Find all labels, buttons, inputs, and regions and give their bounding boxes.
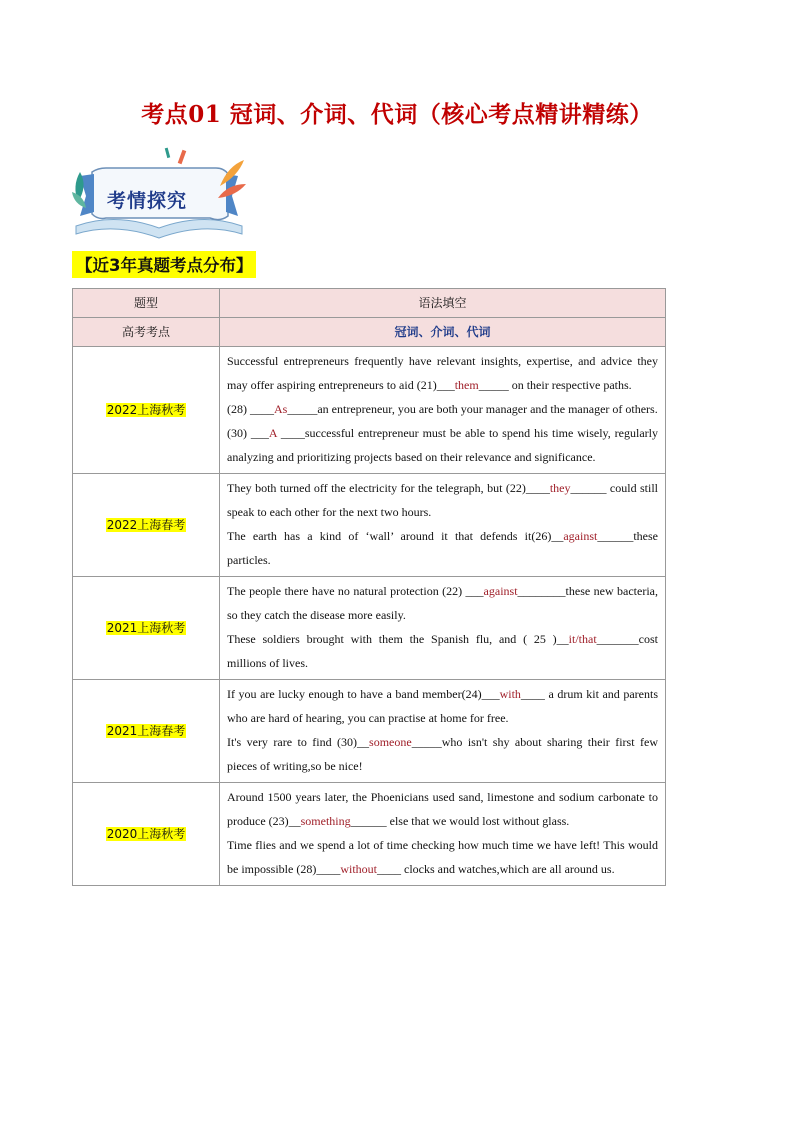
section-heading: 【近3年真题考点分布】: [72, 251, 256, 278]
question-cell: [220, 783, 666, 886]
sentence-after-text: ______these particles.: [227, 529, 658, 567]
sentence-before-text: (30) ___: [227, 426, 269, 440]
sentence-before-text: If you are lucky enough to have a band member(24)___: [227, 687, 500, 701]
sentence-after-text: ________these new bacteria, so they catch the disease more easily.: [227, 584, 658, 622]
question-sentence: [227, 476, 658, 524]
logo-text: 考情探究: [107, 190, 188, 212]
table-row: [73, 680, 666, 783]
exam-year-label: 2022上海秋考: [106, 403, 186, 417]
sentence-before-text: Successful entrepreneurs frequently have relevant insights, expertise, and advice they may offer aspiring entrepreneurs to aid (21)___: [227, 354, 658, 392]
answer-word: them: [454, 378, 479, 392]
exam-year-label: 2020上海秋考: [106, 827, 186, 841]
answer-word: As: [274, 402, 288, 416]
sentence-before-text: The people there have no natural protection (22) ___: [227, 584, 484, 598]
table-row: [73, 577, 666, 680]
sentence-after-text: ____ a drum kit and parents who are hard of hearing, you can practise at home for free.: [227, 687, 658, 725]
sentence-before-text: They both turned off the electricity for the telegraph, but (22)____: [227, 481, 550, 495]
question-sentence: [227, 627, 658, 675]
header-cell-type-value: 语法填空: [220, 289, 666, 318]
sentence-before-text: (28) ____: [227, 402, 274, 416]
question-sentence: [227, 421, 658, 469]
sentence-before-text: Around 1500 years later, the Phoenicians used sand, limestone and sodium carbonate to produce (23)__: [227, 790, 658, 828]
year-cell: [73, 474, 220, 577]
header-row-type: [73, 289, 666, 318]
answer-word: they: [549, 481, 571, 495]
sentence-before-text: Time flies and we spend a lot of time checking how much time we have left! This would be impossible (28)____: [227, 838, 658, 876]
section-logo: [70, 146, 248, 244]
sentence-before-text: It's very rare to find (30)__: [227, 735, 370, 749]
exam-year-label: 2021上海秋考: [106, 621, 186, 635]
year-cell: [73, 783, 220, 886]
table-row: [73, 347, 666, 474]
exam-year-label: 2021上海春考: [106, 724, 186, 738]
sentence-after-text: ____successful entrepreneur must be able to spend his time wisely, regularly analyzing and prioritizing projects based on their relevance and significance.: [227, 426, 658, 464]
year-cell: [73, 347, 220, 474]
question-sentence: [227, 397, 658, 421]
question-sentence: [227, 730, 658, 778]
answer-word: someone: [369, 735, 412, 749]
sentence-after-text: ____ clocks and watches,which are all around us.: [377, 862, 615, 876]
table-body: [73, 347, 666, 886]
header-cell-points-value: 冠词、介词、代词: [220, 318, 666, 347]
answer-word: it/that: [568, 632, 597, 646]
table-row: [73, 783, 666, 886]
sentence-before-text: The earth has a kind of ‘wall’ around it that defends it(26)__: [227, 529, 564, 543]
question-sentence: [227, 833, 658, 881]
sentence-before-text: These soldiers brought with them the Spanish flu, and ( 25 )__: [227, 632, 569, 646]
sentence-after-text: _______cost millions of lives.: [227, 632, 658, 670]
sentence-after-text: ______ else that we would lost without glass.: [350, 814, 570, 828]
exam-year-label: 2022上海春考: [106, 518, 186, 532]
question-sentence: [227, 785, 658, 833]
question-sentence: [227, 579, 658, 627]
sentence-after-text: _____an entrepreneur, you are both your manager and the manager of others.: [287, 402, 658, 416]
sentence-after-text: _____ on their respective paths.: [478, 378, 632, 392]
question-cell: [220, 680, 666, 783]
year-cell: [73, 680, 220, 783]
answer-word: with: [499, 687, 521, 701]
table-row: [73, 474, 666, 577]
question-sentence: [227, 349, 658, 397]
question-sentence: [227, 524, 658, 572]
answer-word: without: [340, 862, 377, 876]
page-title: 考点01 冠词、介词、代词（核心考点精讲精练）: [141, 101, 653, 128]
year-cell: [73, 577, 220, 680]
answer-word: A: [268, 426, 277, 440]
question-cell: [220, 474, 666, 577]
answer-word: against: [563, 529, 598, 543]
header-cell-points-label: 高考考点: [73, 318, 220, 347]
header-cell-type-label: 题型: [73, 289, 220, 318]
sentence-after-text: ______ could still speak to each other for the next two hours.: [227, 481, 658, 519]
exam-points-table: [72, 288, 666, 886]
question-cell: [220, 577, 666, 680]
question-sentence: [227, 682, 658, 730]
answer-word: something: [300, 814, 351, 828]
answer-word: against: [483, 584, 518, 598]
header-row-points: [73, 318, 666, 347]
question-cell: [220, 347, 666, 474]
sentence-after-text: _____who isn't shy about sharing their first few pieces of writing,so be nice!: [227, 735, 658, 773]
